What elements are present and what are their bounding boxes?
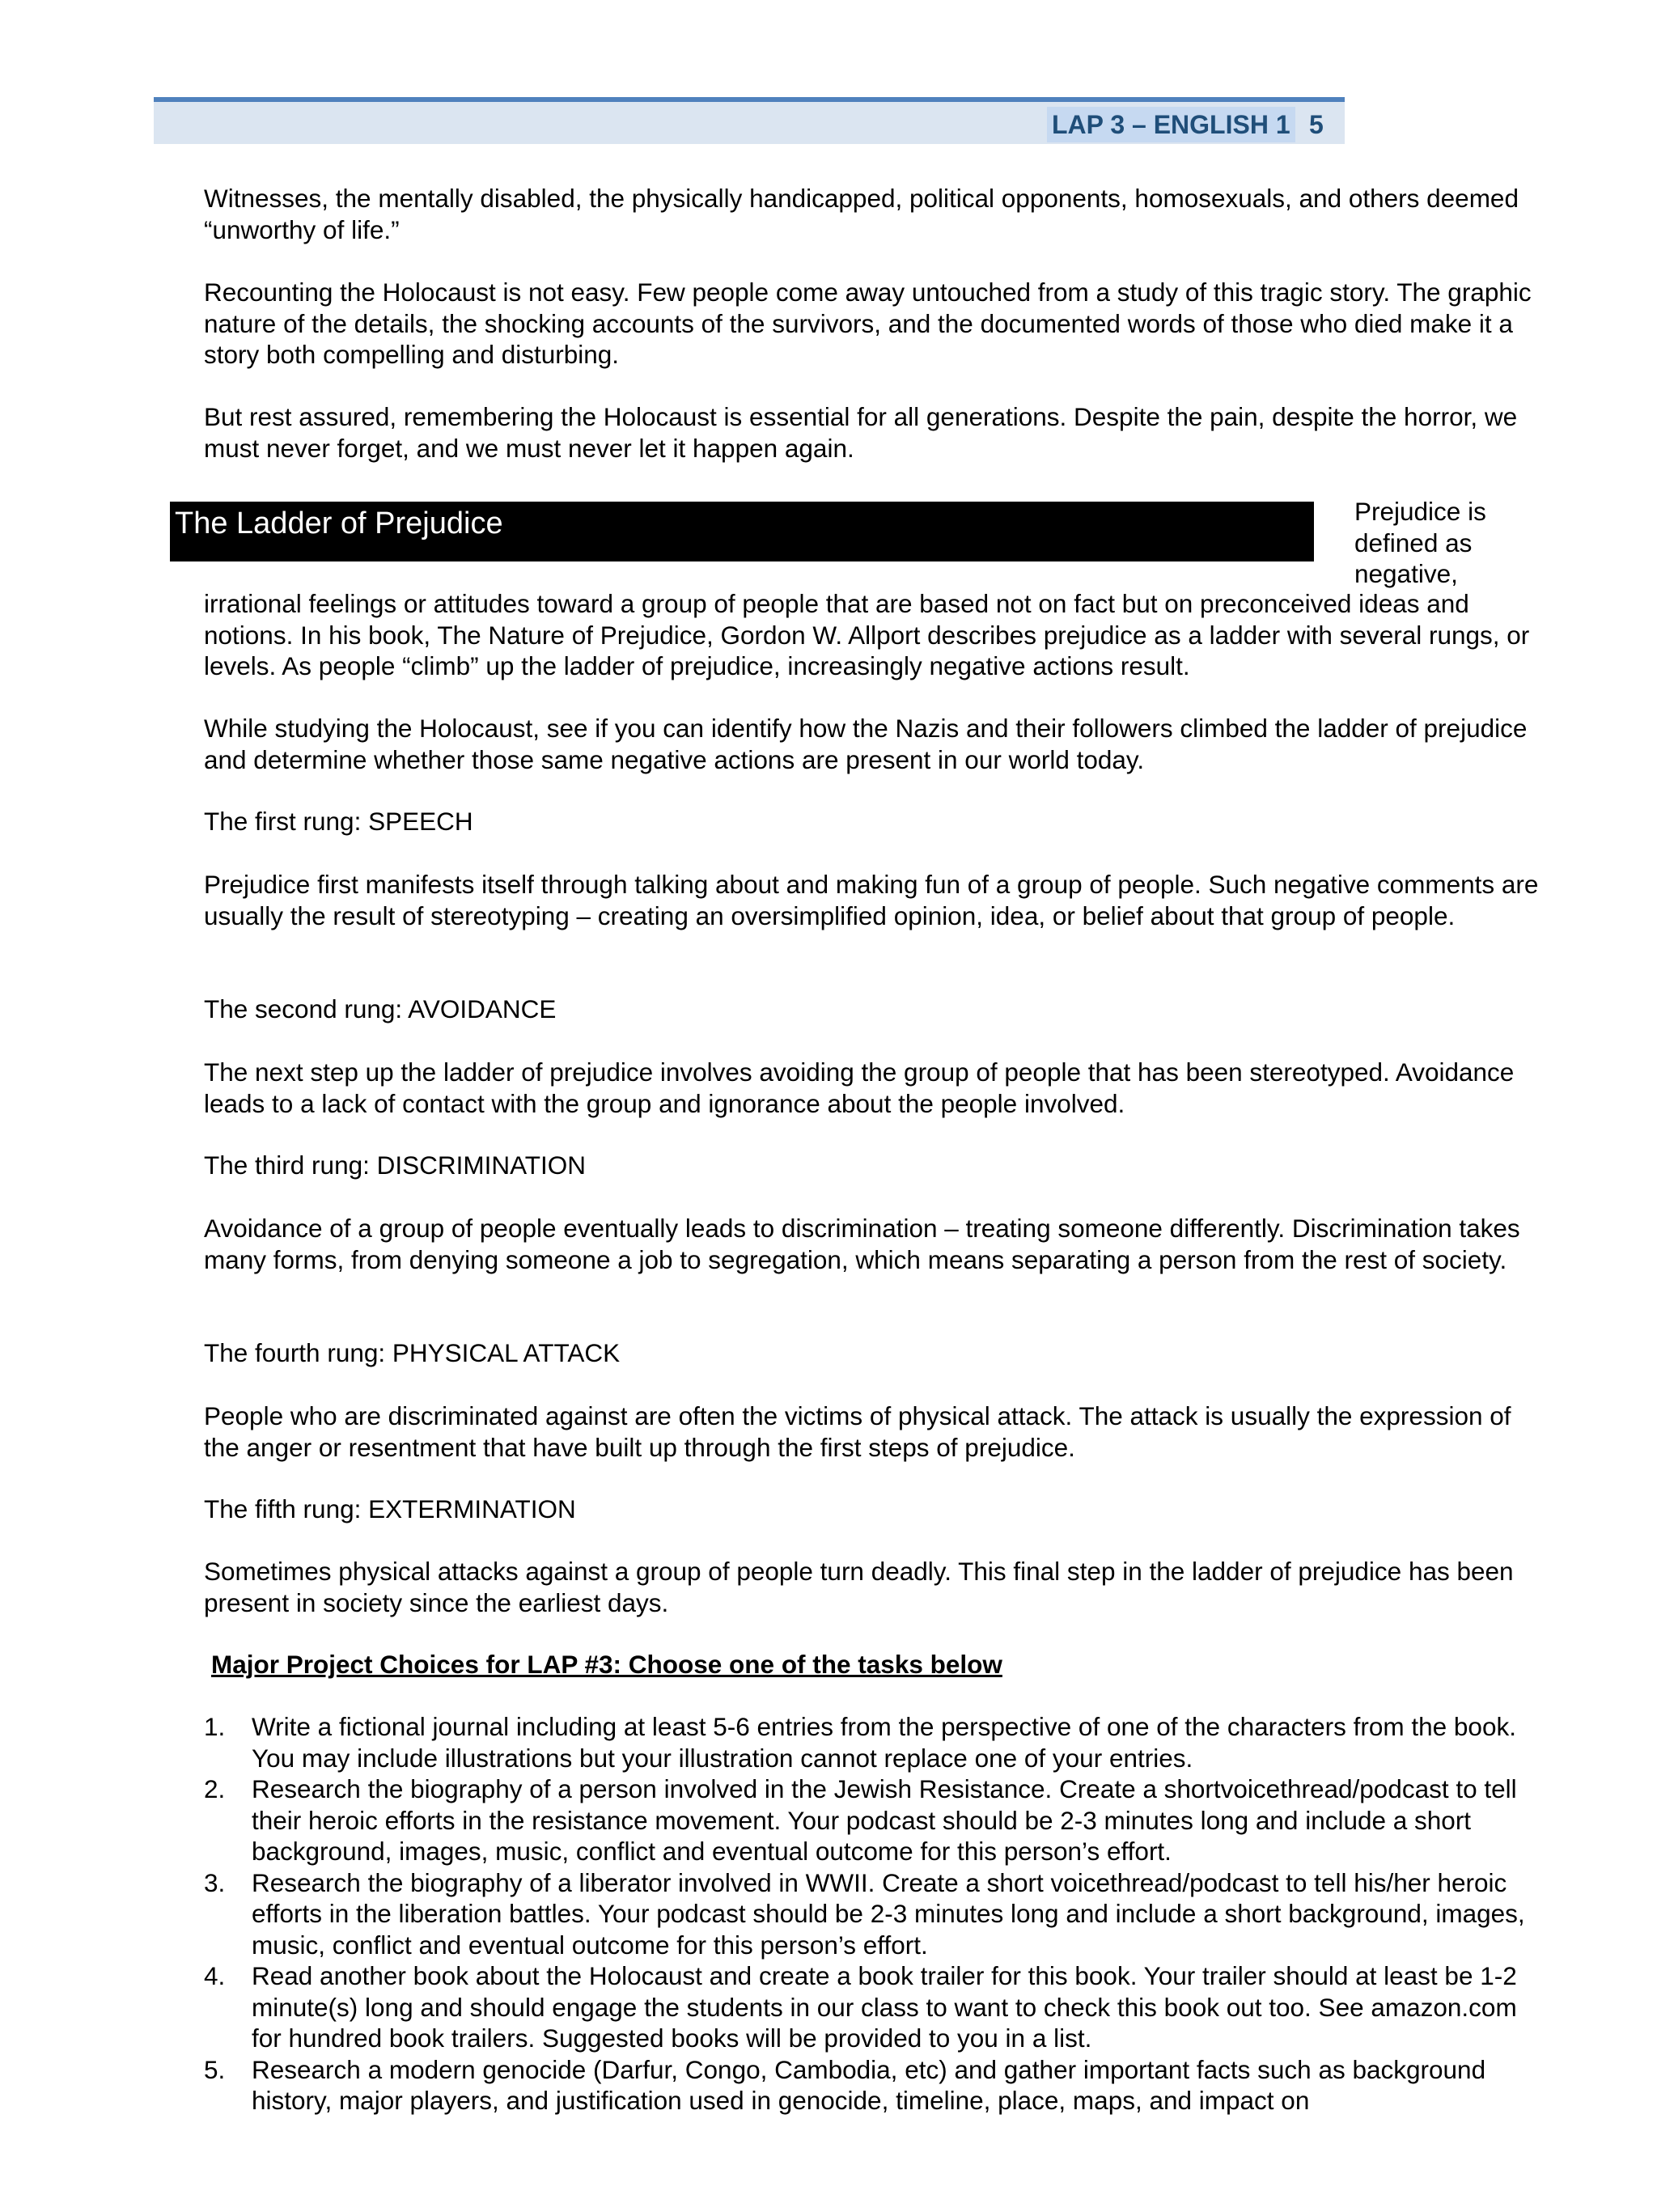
intro-paragraph: Witnesses, the mentally disabled, the physically handicapped, political opponents, homosexuals, and others deemed “unworthy of life.” [204,184,1519,244]
list-item [204,1711,1547,1773]
list-item-number: 5. [204,2054,226,2084]
list-item-text: Research the biography of a person involved in the Jewish Resistance. Create a shortvoicethread/podcast to tell their heroic efforts in the resistance movement. Your podcast should be 2-3 minutes long and include a short background, images, music, conflict and eventual outcome for this person’s effort. [252,1774,1517,1866]
intro-paragraph: Recounting the Holocaust is not easy. Few people come away untouched from a study of this tragic story. The graphic nature of the details, the shocking accounts of the survivors, and the documented words of those who died make it a story both compelling and disturbing. [204,278,1532,369]
list-item-number: 3. [204,1867,226,1897]
list-item-number: 1. [204,1712,226,1741]
rung-text: Avoidance of a group of people eventually leads to discrimination – treating someone differently. Discrimination takes many forms, from denying someone a job to segregation, which means separating a person from the rest of society. [204,1214,1520,1274]
study-note-paragraph: While studying the Holocaust, see if you can identify how the Nazis and their followers climbed the ladder of prejudice and determine whether those same negative actions are present in our world today. [204,714,1528,774]
list-item [204,2054,1547,2117]
rung-text: People who are discriminated against are often the victims of physical attack. The attack is usually the expression of the anger or resentment that have built up through the first steps of prejudice. [204,1401,1511,1462]
page-number: 5 [1309,110,1324,139]
list-item [204,1773,1547,1867]
rung-heading: The first rung: SPEECH [204,807,473,836]
rung-text: Sometimes physical attacks against a group of people turn deadly. This final step in the ladder of prejudice has been present in society since the earliest days. [204,1557,1514,1617]
list-item [204,1867,1547,1961]
rung-text: The next step up the ladder of prejudice involves avoiding the group of people that has been stereotyped. Avoidance leads to a lack of contact with the group and ignorance about the people involved. [204,1057,1515,1118]
intro-paragraph: But rest assured, remembering the Holocaust is essential for all generations. Despite the pain, despite the horror, we must never forget, and we must never let it happen again. [204,402,1518,463]
project-choices-heading: Major Project Choices for LAP #3: Choose one of the tasks below [211,1650,1002,1679]
section-side-text: Prejudice is defined as negative, [1354,497,1486,588]
list-item-text: Research a modern genocide (Darfur, Congo, Cambodia, etc) and gather important facts such as background history, major players, and justification used in genocide, timeline, place, maps, and impact on [252,2054,1486,2115]
rung-heading: The fifth rung: EXTERMINATION [204,1494,576,1523]
rung-text: Prejudice first manifests itself through talking about and making fun of a group of people. Such negative comments are usually the result of stereotyping – creating an oversimplified opinion, idea, or belief about that group of people. [204,870,1539,930]
list-item-text: Write a fictional journal including at least 5-6 entries from the perspective of one of the characters from the book. You may include illustrations but your illustration cannot replace one of your entries. [252,1712,1516,1773]
rung-heading: The fourth rung: PHYSICAL ATTACK [204,1338,621,1367]
header-title: LAP 3 – ENGLISH 1 [1047,107,1295,142]
rung-heading: The second rung: AVOIDANCE [204,994,557,1023]
list-item-text: Read another book about the Holocaust and create a book trailer for this book. Your trailer should at least be 1-2 minute(s) long and should engage the students in our class to want to check this book out too. See amazon.com for hundred book trailers. Suggested books will be provided to you in a list. [252,1961,1517,2053]
section-heading: The Ladder of Prejudice [170,502,1314,561]
definition-paragraph: irrational feelings or attitudes toward a group of people that are based not on fact but on preconceived ideas and notions. In his book, The Nature of Prejudice, Gordon W. Allport describes prejudice as a ladder with several rungs, or levels. As people “climb” up the ladder of prejudice, increasingly negative actions result. [204,589,1530,680]
list-item-number: 2. [204,1774,226,1803]
project-list [204,1711,1547,2117]
list-item-text: Research the biography of a liberator involved in WWII. Create a short voicethread/podcast to tell his/her heroic efforts in the liberation battles. Your podcast should be 2-3 minutes long and include a short background, images, music, conflict and eventual outcome for this person’s effort. [252,1867,1525,1960]
list-item-number: 4. [204,1961,226,1990]
list-item [204,1960,1547,2054]
rung-heading: The third rung: DISCRIMINATION [204,1150,587,1180]
